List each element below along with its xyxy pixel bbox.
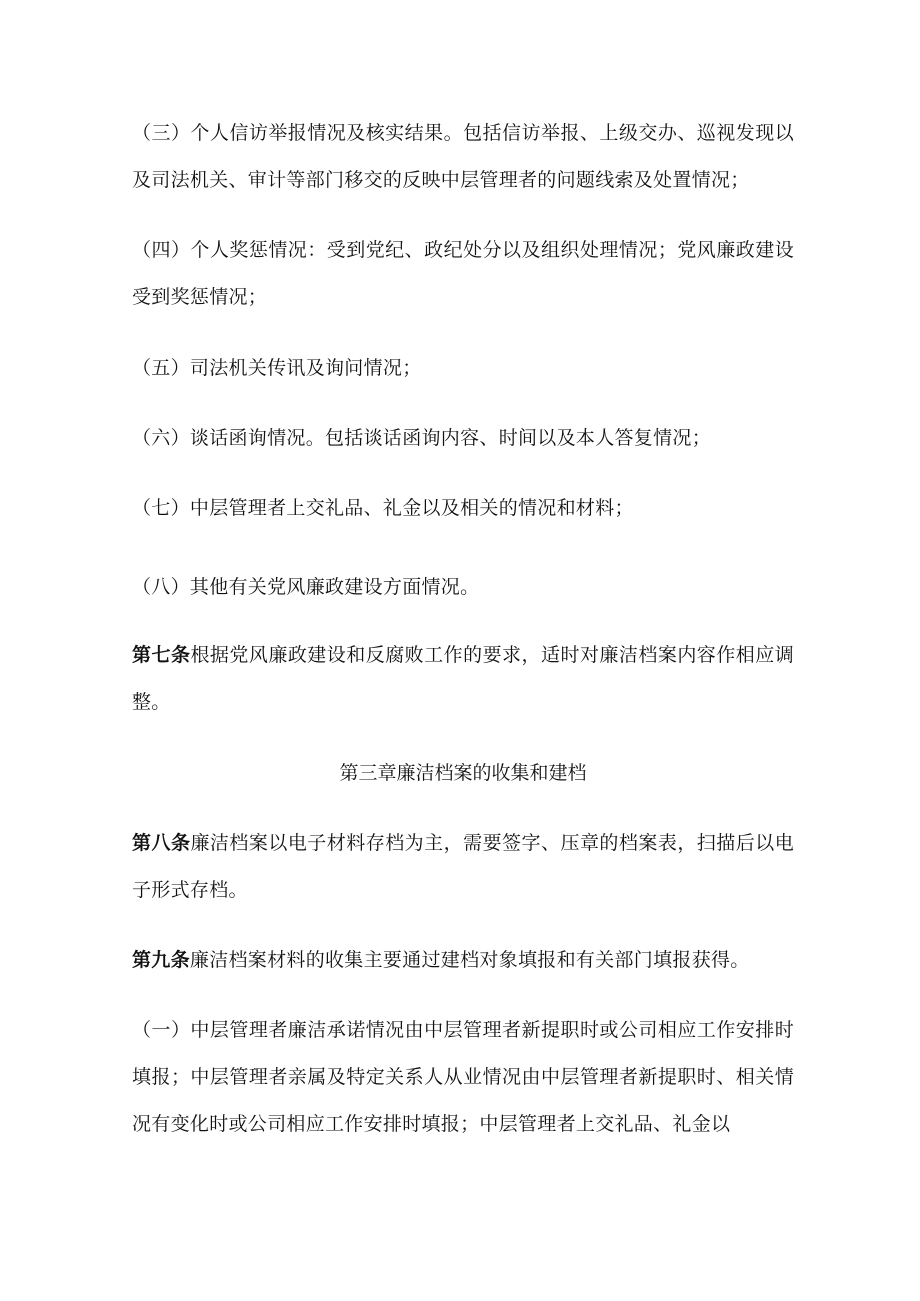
- article-8-text: 廉洁档案以电子材料存档为主，需要签字、压章的档案表，扫描后以电子形式存档。: [132, 832, 794, 901]
- paragraph-item-6: （六）谈话函询情况。包括谈话函询内容、时间以及本人答复情况；: [132, 427, 712, 449]
- paragraph-item-8: （八）其他有关党风廉政建设方面情况。: [132, 576, 480, 598]
- paragraph-sub-item-1: （一）中层管理者廉洁承诺情况由中层管理者新提职时或公司相应工作安排时填报；中层管理者亲属及特定关系人从业情况由中层管理者新提职时、相关情况有变化时或公司相应工作安排时填报；中层管理者上交礼品、礼金以: [132, 1019, 794, 1135]
- article-7-text: 根据党风廉政建设和反腐败工作的要求，适时对廉洁档案内容作相应调整。: [132, 644, 794, 713]
- paragraph-item-4: （四）个人奖惩情况：受到党纪、政纪处分以及组织处理情况；党风廉政建设受到奖惩情况；: [132, 239, 794, 308]
- paragraph-item-5: （五）司法机关传讯及询问情况；: [132, 357, 422, 379]
- article-8-label: 第八条: [132, 832, 191, 854]
- article-8: [132, 820, 794, 914]
- article-7: [132, 632, 794, 726]
- article-9-label: 第九条: [132, 949, 190, 971]
- paragraph-item-3: （三）个人信访举报情况及核实结果。包括信访举报、上级交办、巡视发现以及司法机关、审计等部门移交的反映中层管理者的问题线索及处置情况；: [132, 122, 794, 191]
- chapter-3-title: 第三章廉洁档案的收集和建档: [339, 762, 587, 784]
- paragraph-item-7: （七）中层管理者上交礼品、礼金以及相关的情况和材料；: [132, 497, 634, 519]
- article-9: [132, 937, 794, 984]
- article-7-label: 第七条: [132, 644, 191, 666]
- article-9-text: 廉洁档案材料的收集主要通过建档对象填报和有关部门填报获得。: [189, 949, 750, 971]
